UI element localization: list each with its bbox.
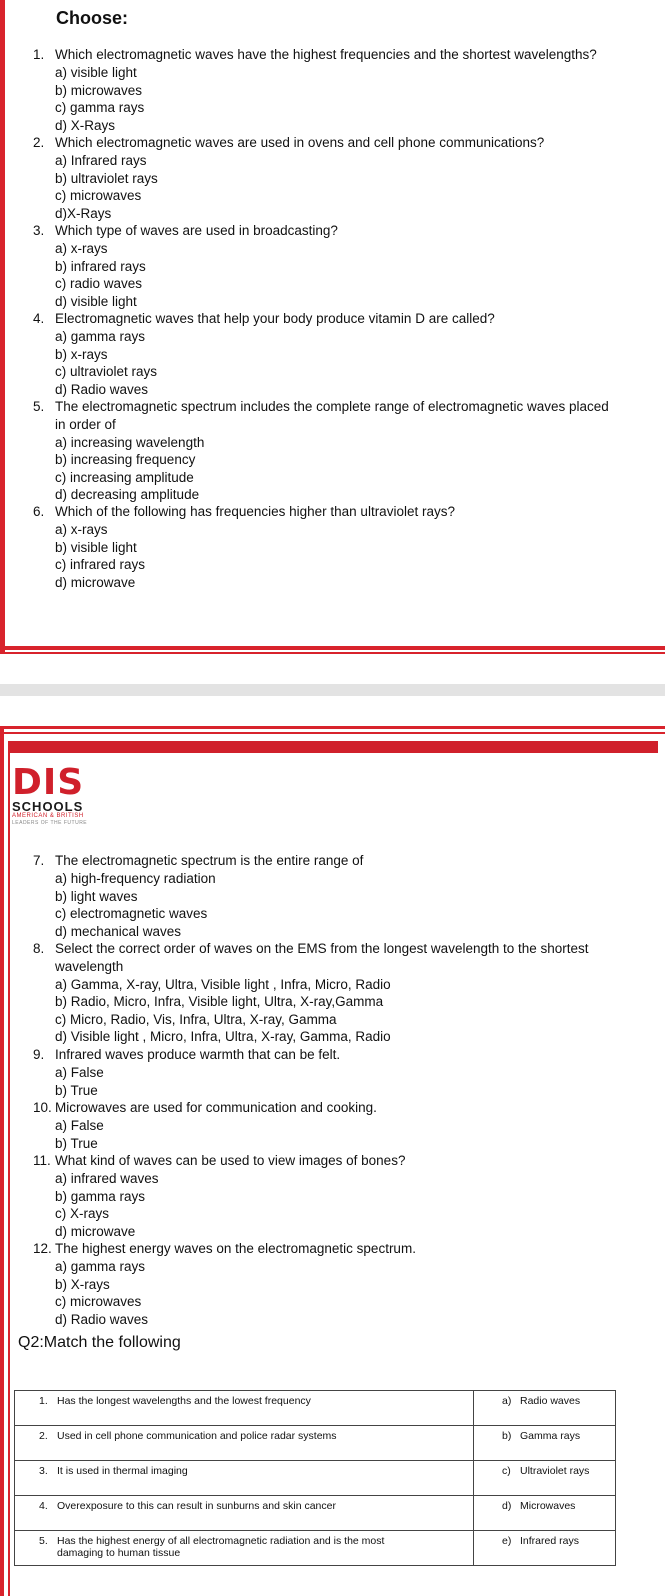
option-11d: d) microwave <box>55 1223 136 1239</box>
option-4a: a) gamma rays <box>55 329 146 344</box>
question-2 <box>33 134 544 152</box>
question-number: 9. <box>33 1047 45 1062</box>
match-right-cell <box>474 1426 616 1461</box>
question-12 <box>33 1240 416 1258</box>
match-left-text: Has the longest wavelengths and the lowest frequency <box>57 1395 311 1407</box>
logo-tagline: LEADERS OF THE FUTURE <box>12 820 88 826</box>
option-12b: b) X-rays <box>55 1276 110 1292</box>
section-title: Choose: <box>56 8 128 28</box>
question-number: 2. <box>33 135 45 150</box>
option-12a: a) gamma rays <box>55 1259 146 1274</box>
match-left-cell <box>15 1461 474 1496</box>
option-6a: a) x-rays <box>55 522 108 537</box>
option-5c: c) increasing amplitude <box>55 469 194 485</box>
option-6c: c) infrared rays <box>55 557 146 572</box>
q2-title: Q2:Match the following <box>18 1334 181 1351</box>
logo-mark: DIS <box>12 762 85 803</box>
option-2c: c) microwaves <box>55 188 142 203</box>
option-7b: b) light waves <box>55 888 138 904</box>
row-number: 1. <box>39 1395 48 1407</box>
option-10b: b) True <box>55 1135 98 1151</box>
option-2b: b) ultraviolet rays <box>55 170 158 186</box>
question-text: What kind of waves can be used to view images of bones? <box>55 1153 406 1168</box>
page1-bottom-border-inner <box>0 652 665 654</box>
option-12d: d) Radio waves <box>55 1311 149 1327</box>
match-row <box>15 1391 616 1426</box>
question-number: 8. <box>33 941 45 956</box>
question-8 <box>33 940 589 958</box>
question-text: Select the correct order of waves on the EMS from the longest wavelength to the shortest <box>55 941 589 956</box>
row-number: 5. <box>39 1535 48 1547</box>
question-text: Electromagnetic waves that help your body produce vitamin D are called? <box>55 311 495 326</box>
option-8b: b) Radio, Micro, Infra, Visible light, Ultra, X-ray,Gamma <box>55 994 384 1009</box>
option-11a: a) infrared waves <box>55 1171 159 1186</box>
option-2a: a) Infrared rays <box>55 153 147 168</box>
page2-left-border-inner <box>8 741 10 1596</box>
question-text: Microwaves are used for communication and cooking. <box>55 1100 377 1115</box>
option-11c: c) X-rays <box>55 1206 109 1221</box>
question-number: 12. <box>33 1241 52 1256</box>
question-8-cont: wavelength <box>55 959 124 974</box>
question-text: Which of the following has frequencies higher than ultraviolet rays? <box>55 504 455 519</box>
option-8d: d) Visible light , Micro, Infra, Ultra, X-ray, Gamma, Radio <box>55 1029 391 1044</box>
option-6d: d) microwave <box>55 574 136 590</box>
page2-top-border-inner <box>0 732 665 734</box>
match-left-cell <box>15 1496 474 1531</box>
match-left-cell <box>15 1426 474 1461</box>
row-number: 4. <box>39 1500 48 1512</box>
row-letter: d) <box>502 1500 512 1512</box>
option-9a: a) False <box>55 1065 104 1080</box>
question-1 <box>33 46 597 64</box>
question-number: 4. <box>33 311 45 326</box>
option-12c: c) microwaves <box>55 1294 142 1309</box>
question-number: 5. <box>33 399 45 414</box>
option-4d: d) Radio waves <box>55 381 149 397</box>
question-number: 1. <box>33 47 45 62</box>
option-1a: a) visible light <box>55 65 137 80</box>
row-letter: e) <box>502 1535 512 1547</box>
match-right-text: Radio waves <box>520 1395 581 1407</box>
question-3 <box>33 222 338 240</box>
question-text: Which type of waves are used in broadcasting? <box>55 223 338 238</box>
match-left-cell <box>15 1391 474 1426</box>
match-left-text: It is used in thermal imaging <box>57 1465 188 1477</box>
logo-subtitle: AMERICAN & BRITISH <box>12 813 84 819</box>
match-right-cell <box>474 1461 616 1496</box>
match-row <box>15 1461 616 1496</box>
option-8c: c) Micro, Radio, Vis, Infra, Ultra, X-ray, Gamma <box>55 1011 337 1027</box>
logo-name: SCHOOLS <box>12 799 84 814</box>
match-right-cell <box>474 1531 616 1566</box>
page-gap <box>0 684 665 696</box>
option-4c: c) ultraviolet rays <box>55 364 158 379</box>
question-text: Which electromagnetic waves have the highest frequencies and the shortest wavelengths? <box>55 47 597 62</box>
match-right-text: Gamma rays <box>520 1430 581 1442</box>
question-number: 6. <box>33 504 45 519</box>
question-number: 3. <box>33 223 45 238</box>
option-1c: c) gamma rays <box>55 100 145 115</box>
question-text: The electromagnetic spectrum is the entire range of <box>55 853 364 868</box>
option-3d: d) visible light <box>55 293 137 309</box>
row-number: 3. <box>39 1465 48 1477</box>
question-number: 10. <box>33 1100 52 1115</box>
option-5b: b) increasing frequency <box>55 452 196 467</box>
question-6 <box>33 503 455 521</box>
option-7a: a) high-frequency radiation <box>55 871 216 886</box>
option-1b: b) microwaves <box>55 82 143 98</box>
page1-bottom-border <box>0 646 665 650</box>
question-5 <box>33 398 609 416</box>
question-text: Which electromagnetic waves are used in ovens and cell phone communications? <box>55 135 545 150</box>
question-7 <box>33 852 363 870</box>
match-table <box>14 1390 616 1566</box>
option-11b: b) gamma rays <box>55 1188 146 1204</box>
row-number: 2. <box>39 1430 48 1442</box>
option-3c: c) radio waves <box>55 276 143 291</box>
page2-top-border <box>0 726 665 729</box>
option-10a: a) False <box>55 1118 104 1133</box>
option-5a: a) increasing wavelength <box>55 434 205 450</box>
match-left-text-cont: damaging to human tissue <box>57 1547 181 1559</box>
option-2d: d)X-Rays <box>55 205 112 221</box>
option-6b: b) visible light <box>55 539 137 555</box>
match-left-text: Has the highest energy of all electromagnetic radiation and is the most <box>57 1535 385 1547</box>
match-right-text: Ultraviolet rays <box>520 1465 590 1477</box>
match-right-cell <box>474 1496 616 1531</box>
school-logo <box>12 762 122 826</box>
page2-left-border <box>0 726 4 1596</box>
option-9b: b) True <box>55 1082 98 1098</box>
option-4b: b) x-rays <box>55 346 108 362</box>
question-10 <box>33 1099 377 1117</box>
question-text: The highest energy waves on the electromagnetic spectrum. <box>55 1241 416 1256</box>
match-right-text: Microwaves <box>520 1500 576 1512</box>
question-number: 7. <box>33 853 45 868</box>
match-row <box>15 1496 616 1531</box>
option-3b: b) infrared rays <box>55 258 146 274</box>
match-left-cell <box>15 1531 474 1566</box>
question-text: The electromagnetic spectrum includes the complete range of electromagnetic waves placed <box>55 399 609 414</box>
page1-left-border <box>0 0 5 652</box>
question-9 <box>33 1046 340 1064</box>
question-4 <box>33 310 495 328</box>
option-5d: d) decreasing amplitude <box>55 487 200 502</box>
match-left-text: Overexposure to this can result in sunburns and skin cancer <box>57 1500 336 1512</box>
match-row <box>15 1426 616 1461</box>
option-8a: a) Gamma, X-ray, Ultra, Visible light , Infra, Micro, Radio <box>55 976 391 992</box>
question-text: Infrared waves produce warmth that can be felt. <box>55 1047 341 1062</box>
option-7d: d) mechanical waves <box>55 923 182 939</box>
option-7c: c) electromagnetic waves <box>55 906 208 921</box>
row-letter: c) <box>502 1465 511 1477</box>
option-1d: d) X-Rays <box>55 117 116 133</box>
match-row <box>15 1531 616 1566</box>
question-5-cont: in order of <box>55 417 116 432</box>
row-letter: a) <box>502 1395 512 1407</box>
match-right-text: Infrared rays <box>520 1535 579 1547</box>
row-letter: b) <box>502 1430 512 1442</box>
question-11 <box>33 1152 405 1170</box>
option-3a: a) x-rays <box>55 241 108 256</box>
match-left-text: Used in cell phone communication and police radar systems <box>57 1430 337 1442</box>
match-right-cell <box>474 1391 616 1426</box>
question-number: 11. <box>33 1153 51 1168</box>
page2-header-band <box>10 741 658 753</box>
